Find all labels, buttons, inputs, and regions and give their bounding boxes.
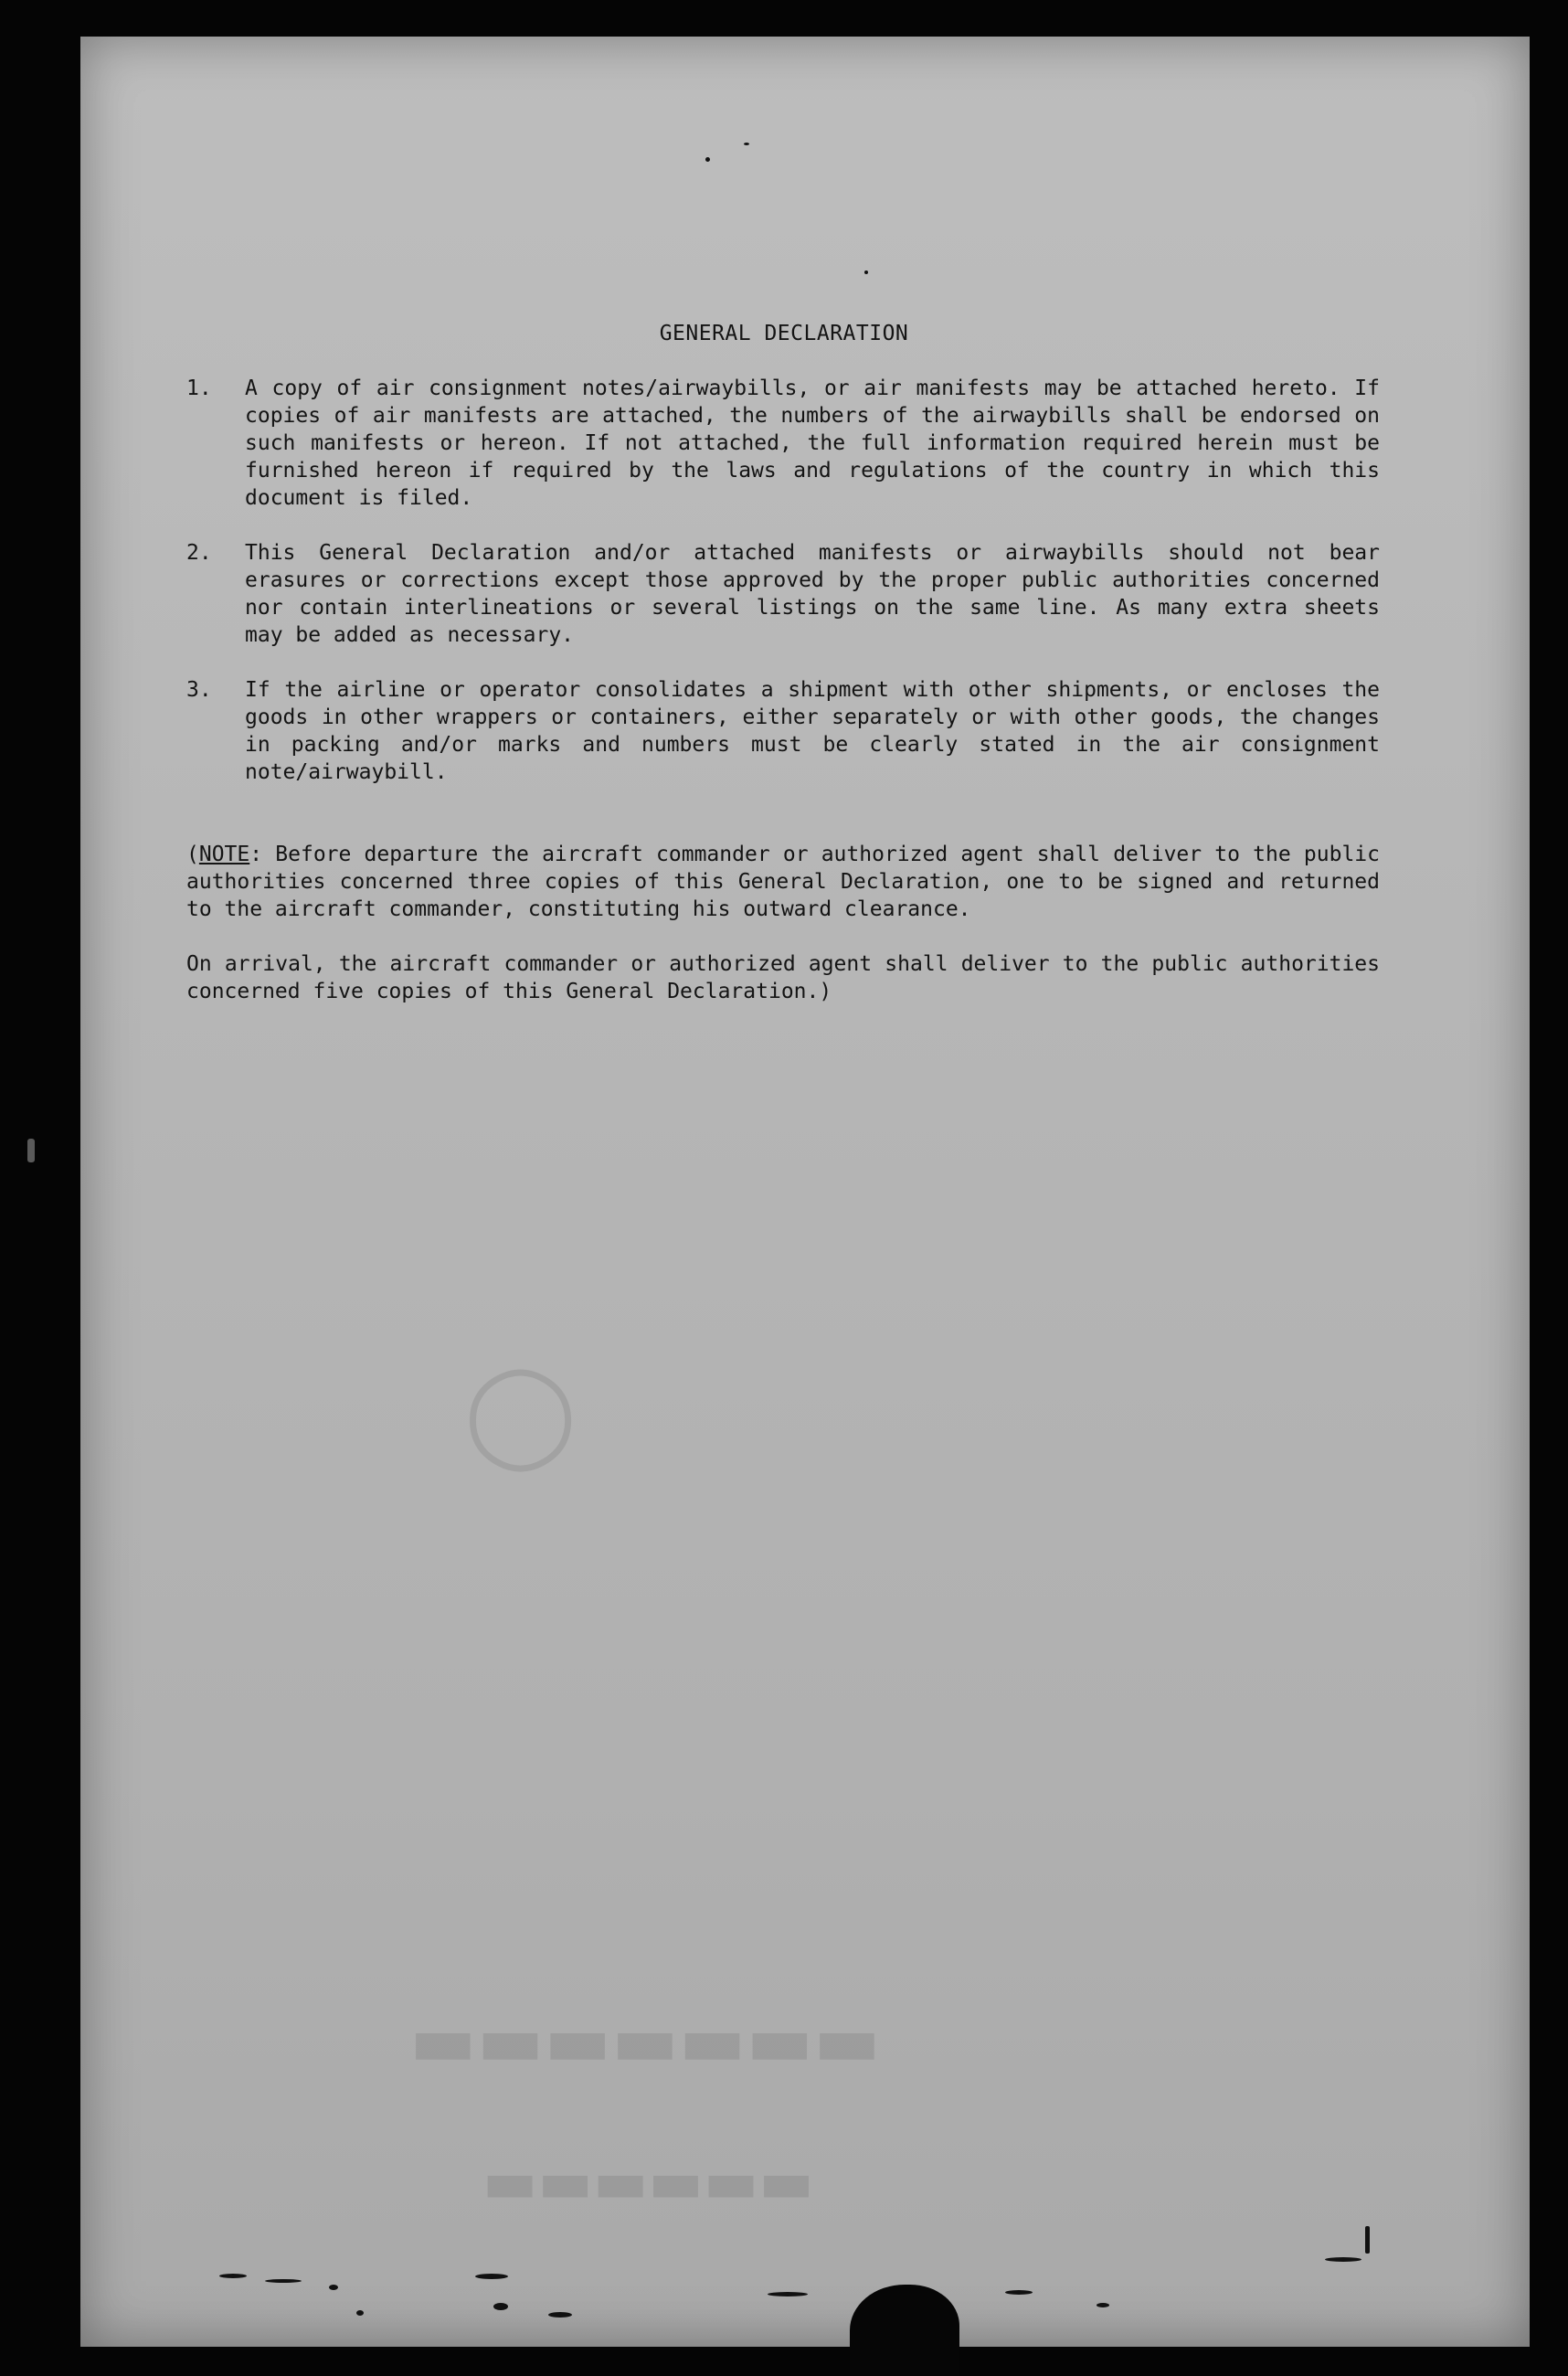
ink-speck — [1097, 2303, 1109, 2307]
ink-speck — [1005, 2290, 1033, 2295]
ink-speck — [219, 2274, 247, 2278]
note-colon: : — [249, 843, 263, 866]
ink-speck — [329, 2285, 338, 2290]
ink-speck — [356, 2310, 364, 2316]
show-through-mark: ◯ — [464, 1371, 577, 1489]
ink-blot — [850, 2285, 959, 2376]
item-number: 2. — [186, 541, 212, 565]
ink-speck — [475, 2274, 508, 2279]
note-label: NOTE — [198, 843, 250, 866]
item-text: A copy of air consignment notes/airwaybills, or air manifests may be attached hereto. If copies of air manifests are attached, the numbers of the airwaybills shall be endorsed on such manifests or hereon. If not attached, the full information required herein must be furnished hereon if required by the laws and regulations of the country in which this document is filed. — [245, 377, 1380, 510]
ink-speck — [864, 270, 868, 274]
item-number: 3. — [186, 678, 212, 702]
note-paragraph — [186, 841, 1380, 923]
ink-speck — [265, 2279, 302, 2283]
show-through-mark: ▬▬▬▬▬▬ — [482, 2157, 814, 2225]
show-through-mark: ▬▬▬▬▬▬▬ — [409, 2010, 881, 2094]
item-text: This General Declaration and/or attached manifests or airwaybills should not bear erasures or corrections except those approved by the proper public authorities concerned nor contain interlineations or several listings on the same line. As many extra sheets may be added as necessary. — [245, 541, 1380, 647]
item-text: If the airline or operator consolidates a shipment with other shipments, or encloses the goods in other wrappers or containers, either separately or with other goods, the changes in packing and/or marks and numbers must be clearly stated in the air consignment note/airwaybill. — [245, 678, 1380, 784]
ink-speck — [493, 2303, 508, 2310]
ink-speck — [1325, 2257, 1361, 2262]
ink-speck — [1365, 2226, 1370, 2254]
note-text: Before departure the aircraft commander or authorized agent shall deliver to the public authorities concerned three copies of this General Declaration, one to be signed and returned to the aircraft commander, constituting his outward clearance. — [186, 843, 1380, 921]
document-title: GENERAL DECLARATION — [659, 322, 909, 345]
ink-speck — [548, 2312, 572, 2318]
note-open-paren: ( — [186, 843, 199, 866]
arrival-paragraph: On arrival, the aircraft commander or authorized agent shall deliver to the public authorities concerned five copies of this General Declaration.) — [186, 952, 1380, 1003]
item-number: 1. — [186, 377, 212, 400]
ink-speck — [768, 2292, 808, 2296]
ink-speck — [705, 157, 710, 162]
ink-speck — [27, 1139, 35, 1162]
ink-speck — [744, 143, 749, 145]
